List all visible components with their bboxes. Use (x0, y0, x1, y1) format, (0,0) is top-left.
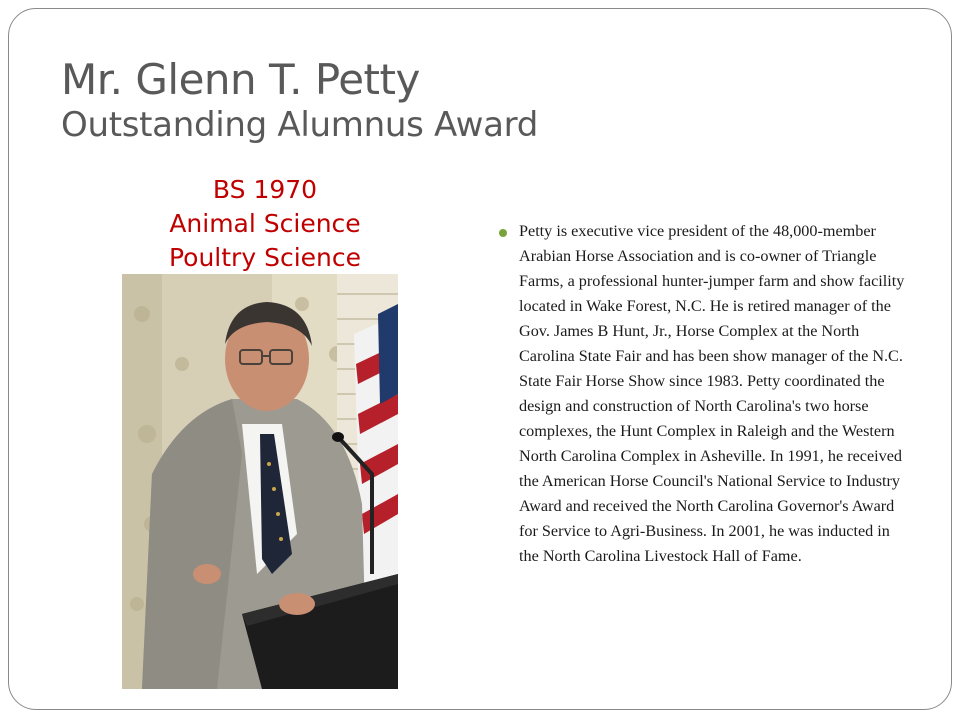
bullet-icon (499, 229, 507, 237)
slide-frame (8, 8, 952, 710)
bio-bullet-item (499, 219, 911, 569)
slide-title: Mr. Glenn T. Petty (61, 55, 420, 104)
degree-list (127, 173, 403, 275)
degree-major-1: Animal Science (169, 209, 361, 238)
bio-text: Petty is executive vice president of the 48,000-member Arabian Horse Association and is co-owner of Triangle Farms, a professional hunter-jumper farm and show facility located in Wake Forest, N.C. He is retired manager of the Gov. James B Hunt, Jr., Horse Complex at the North Carolina State Fair and has been show manager of the N.C. State Fair Horse Show since 1983. Petty coordinated the design and construction of North Carolina's two horse complexes, the Hunt Complex in Raleigh and the Western North Carolina Complex in Asheville. In 1991, he received the American Horse Council's National Service to Industry Award and received the North Carolina Governor's Award for Service to Agri-Business. In 2001, he was inducted in the North Carolina Livestock Hall of Fame. (519, 222, 905, 565)
portrait-illustration (122, 274, 398, 689)
degree-year: BS 1970 (212, 175, 318, 204)
slide-title-block (61, 57, 538, 145)
degree-major-2: Poultry Science (168, 243, 361, 272)
bio-section (499, 219, 911, 569)
portrait-photo (122, 274, 398, 689)
slide-subtitle: Outstanding Alumnus Award (61, 105, 539, 146)
